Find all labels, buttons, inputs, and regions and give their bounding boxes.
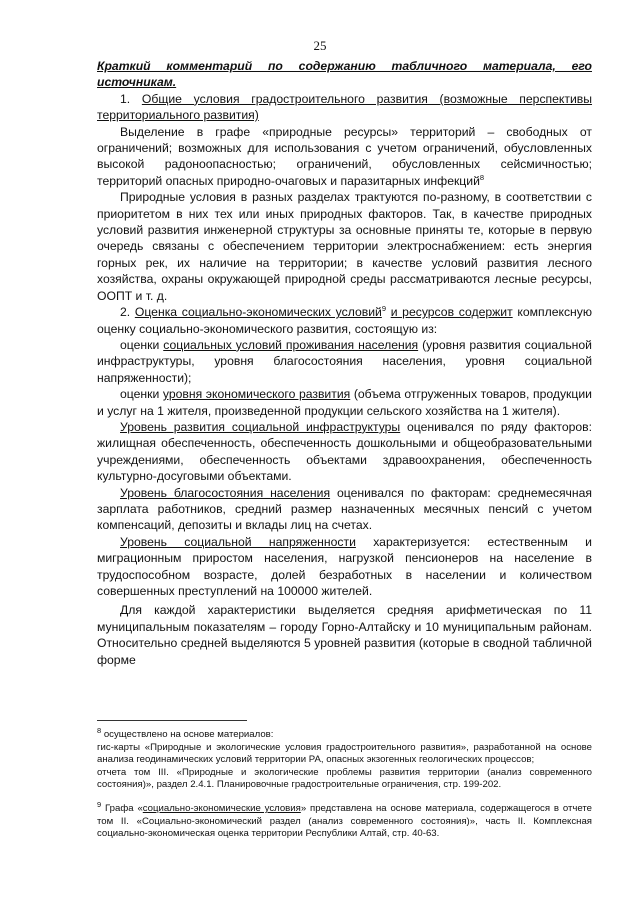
footnote-8-source-2: отчета том III. «Природные и экологические проблемы развития территории (анализ современного состояния)», раздел 2.4.1. Планировочные градостроительные ограничения, стр. 199-202. — [97, 766, 592, 791]
paragraph-natural-resources-text: Выделение в графе «природные ресурсы» территорий – свободных от ограничений; возможных для использования с учетом ограничений, обусловленных высокой радоноопасностью; ограничений, обусловленных сейсмичностью; территорий опасных природно-очаговых и паразитарных инфекций — [97, 124, 592, 188]
footnote-9-marker: 9 — [97, 799, 102, 809]
social-conditions-term: социальных условий проживания населения — [163, 337, 419, 352]
section-2-title-continued: и ресурсов содержит — [390, 305, 513, 320]
economic-level-term: уровня экономического развития — [162, 387, 351, 402]
paragraph-social-tension — [97, 534, 592, 600]
footnote-8-intro: осуществлено на основе материалов: — [103, 729, 274, 740]
social-infrastructure-detail: оценивался по ряду факторов: жилищная обеспеченность, обеспеченность дошкольными и общеобразовательными учреждениями, обеспеченность объектами здравоохранения, обеспеченность культурно-досуговыми объектами. — [97, 419, 593, 484]
footnote-ref-9: 9 — [381, 304, 386, 314]
social-infrastructure-term: Уровень развития социальной инфраструктуры — [120, 419, 401, 434]
assessment-economic-level — [97, 386, 592, 419]
footnote-9 — [97, 799, 592, 841]
section-heading: Краткий комментарий по содержанию табличного материала, его источникам. — [97, 59, 592, 90]
section-2-rest: комплексную оценку социально-экономического развития, состоящую из: — [97, 305, 593, 336]
footnote-8-source-1: гис-карты «Природные и экологические условия градостроительного развития», разработанной на основе анализа геодинамических условий территории РА, опасных экзогенных геологических процессов; — [97, 741, 592, 766]
assessment-prefix: оценки — [120, 337, 160, 352]
paragraph-natural-resources — [97, 124, 592, 190]
document-body — [97, 58, 592, 668]
welfare-detail: оценивался по факторам: среднемесячная зарплата работников, средний размер назначенных месячных пенсий с учетом компенсаций, депозиты и вклады лиц на счетах. — [97, 485, 592, 533]
section-1-number: 1. — [120, 91, 131, 106]
welfare-term: Уровень благосостояния населения — [120, 485, 331, 500]
paragraph-natural-conditions: Природные условия в разных разделах трактуются по-разному, в соответствии с приоритетом в них тех или иных природных факторов. Так, в качестве природных условий развития инженерной структуры за основные приняты те, которые в первую очередь связаны с обеспечением территории электроснабжением: есть энергия горных рек, их наличие на территории; в качестве условий развития лесного хозяйства, охраны окружающей природной среды рассматриваются лесные ресурсы, ООПТ и т. д. — [97, 190, 592, 303]
section-2-title: Оценка социально-экономических условий — [134, 305, 382, 320]
page-number: 25 — [313, 38, 327, 53]
footnote-8-marker: 8 — [97, 725, 102, 735]
footnote-8 — [97, 725, 592, 742]
footnote-ref-8: 8 — [479, 172, 485, 182]
economic-level-detail: (объема отгруженных товаров, продукции и услуг на 1 жителя, произведенной продукции сельского хозяйства на 1 жителя). — [97, 387, 592, 418]
footnote-9-rest: » представлена на основе материала, содержащегося в отчете том II. «Социально-экономический раздел (анализ современного состояния)», часть II. Комплексная социально-экономическая оценка территории Республики Алтай, стр. 40-63. — [97, 802, 592, 840]
assessment-prefix: оценки — [120, 387, 160, 402]
footnotes — [97, 725, 592, 841]
section-1-title-text: Общие условия градостроительного развития (возможные перспективы территориального развития) — [97, 91, 593, 123]
social-conditions-detail: (уровня развития социальной инфраструктуры, уровня благосостояния населения, уровня социальной напряженности); — [97, 337, 592, 385]
section-1-title — [97, 91, 592, 124]
footnote-separator — [97, 720, 247, 721]
social-tension-detail: характеризуется: естественным и миграционным приростом населения, нагрузкой пенсионеров на население в трудоспособном возрасте, долей безработных в населении и количеством совершенных преступлений на 100000 жителей. — [97, 534, 592, 598]
paragraph-averages: Для каждой характеристики выделяется средняя арифметическая по 11 муниципальным показателям – городу Горно-Алтайску и 10 муниципальным районам. Относительно средней выделяются 5 уровней развития (которые в сводной табличной форме — [97, 603, 592, 667]
section-2-number: 2. — [120, 305, 131, 320]
social-tension-term: Уровень социальной напряженности — [120, 534, 356, 549]
footnote-9-prefix: Графа « — [105, 802, 143, 814]
paragraph-social-infrastructure — [97, 419, 592, 485]
section-2-intro — [97, 304, 592, 337]
footnote-9-term: социально-экономические условия — [142, 802, 301, 814]
paragraph-welfare — [97, 485, 592, 534]
assessment-social-conditions — [97, 337, 592, 386]
